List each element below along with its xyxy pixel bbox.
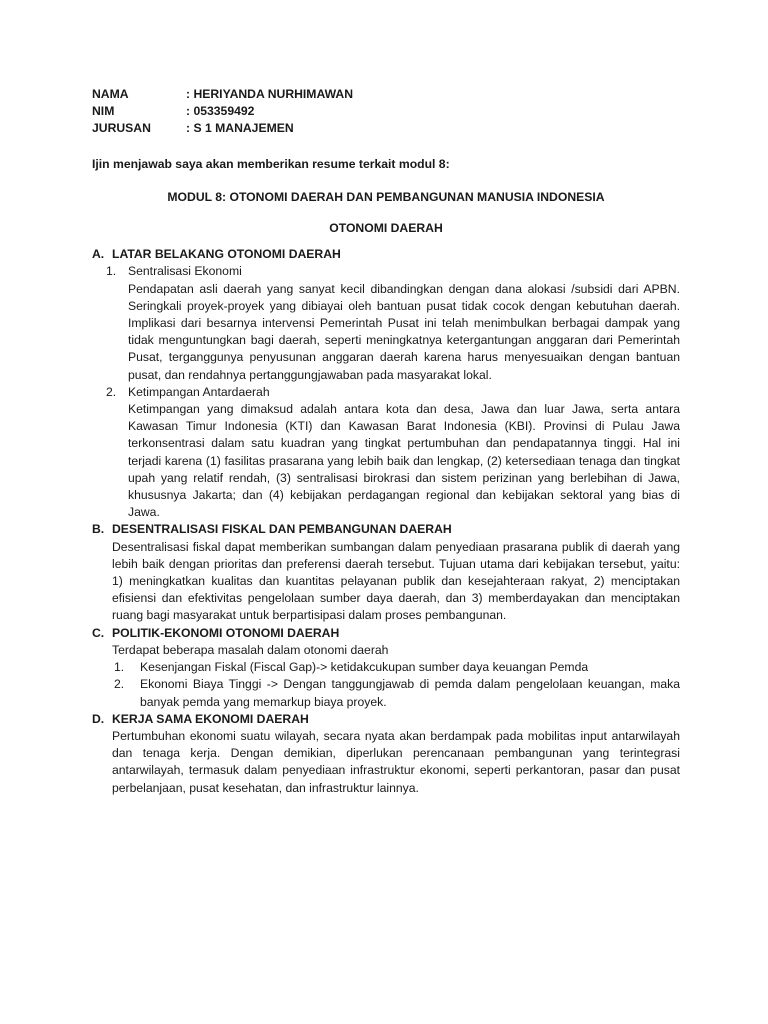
section-title: KERJA SAMA EKONOMI DAERAH: [112, 711, 309, 726]
section-letter: B.: [92, 522, 105, 537]
section-letter: D.: [92, 711, 105, 726]
identity-value: : S 1 MANAJEMEN: [186, 121, 294, 136]
item-text: Ekonomi Biaya Tinggi -> Dengan tanggungjawab di pemda dalam pengelolaan keuangan, maka banyak pemda yang memarkup biaya proyek.: [140, 677, 680, 709]
item-title: Sentralisasi Ekonomi: [128, 264, 242, 279]
section-d: [92, 711, 680, 797]
section-heading: [92, 246, 680, 263]
section-title: DESENTRALISASI FISKAL DAN PEMBANGUNAN DAERAH: [112, 522, 452, 537]
problem-list: [92, 659, 680, 711]
item-text: Ketimpangan yang dimaksud adalah antara kota dan desa, Jawa dan luar Jawa, serta antara Kawasan Timur Indonesia (KTI) dan Kawasan Barat Indonesia (KBI). Provinsi di Pulau Jawa terkonsentrasi dalam satu kuadran yang tingkat pertumbuhan dan pendapatannya tinggi. Hal ini terjadi karena (1) fasilitas prasarana yang lebih baik dan lengkap, (2) ketersediaan tenaga dan tingkat upah yang relatif rendah, (3) sentralisasi birokrasi dan sistem perizinan yang berlebihan di Jawa, khususnya Jakarta; dan (4) kebijakan perdagangan regional dan kebijakan sektoral yang bias di Jawa.: [128, 402, 680, 520]
section-text: Terdapat beberapa masalah dalam otonomi daerah: [112, 642, 389, 657]
section-a: [92, 246, 680, 521]
list-item: [92, 659, 680, 676]
section-title: LATAR BELAKANG OTONOMI DAERAH: [112, 247, 341, 262]
identity-row-jurusan: [92, 120, 353, 137]
identity-value: : 053359492: [186, 104, 255, 119]
list-item: [92, 676, 680, 710]
module-title: MODUL 8: OTONOMI DAERAH DAN PEMBANGUNAN MANUSIA INDONESIA: [167, 189, 605, 204]
intro-text: Ijin menjawab saya akan memberikan resume terkait modul 8:: [92, 156, 450, 171]
item-number: 1.: [106, 264, 117, 279]
identity-table: [92, 86, 353, 138]
section-heading: [92, 625, 680, 642]
section-heading: [92, 711, 680, 728]
section-text: Pertumbuhan ekonomi suatu wilayah, secara nyata akan berdampak pada mobilitas input antarwilayah dan tenaga kerja. Dengan demikian, diperlukan perencanaan pembangunan yang terintegrasi antarwilayah, termasuk dalam penyediaan infrastruktur ekonomi, seperti perkantoran, pasar dan pusat perbelanjaan, pusat kesehatan, dan infrastruktur lainnya.: [112, 728, 680, 795]
list-item: [92, 263, 680, 383]
section-letter: C.: [92, 625, 105, 640]
identity-label: JURUSAN: [92, 121, 151, 136]
section-letter: A.: [92, 247, 105, 262]
section-text: Desentralisasi fiskal dapat memberikan sumbangan dalam penyediaan prasarana publik di daerah yang lebih baik dengan prioritas dan preferensi daerah tersebut. Tujuan utama dari kebijakan tersebut, yaitu: 1) meningkatkan kualitas dan kuantitas pelayanan publik dan kesejahteraan rakyat, 2) menciptakan efisiensi dan efektivitas pengelolaan sumber daya daerah, dan 3) memberdayakan dan menciptakan ruang bagi masyarakat untuk berpartisipasi dalam proses pembangunan.: [112, 539, 680, 623]
section-title: POLITIK-EKONOMI OTONOMI DAERAH: [112, 625, 340, 640]
item-title: Ketimpangan Antardaerah: [128, 384, 270, 399]
item-number: 2.: [114, 677, 125, 692]
item-text: Kesenjangan Fiskal (Fiscal Gap)-> ketidakcukupan sumber daya keuangan Pemda: [140, 660, 589, 675]
list-item: [92, 384, 680, 522]
item-number: 1.: [114, 660, 125, 675]
identity-label: NAMA: [92, 87, 129, 101]
section-c: [92, 625, 680, 711]
identity-row-nim: [92, 103, 353, 120]
identity-value: : HERIYANDA NURHIMAWAN: [186, 87, 354, 101]
identity-row-nama: [92, 86, 353, 103]
document-subtitle: OTONOMI DAERAH: [329, 221, 443, 236]
item-text: Pendapatan asli daerah yang sanyat kecil dibandingkan dengan dana alokasi /subsidi dari APBN. Seringkali proyek-proyek yang dibiayai oleh bantuan pusat tidak cocok dengan kebutuhan daerah. Implikasi dari besarnya intervensi Pemerintah Pusat ini telah menimbulkan berbagai dampak yang tidak menguntungkan bagi daerah, seperti meningkatnya ketergantungan anggaran dari Pemerintah Pusat, terganggunya penyusunan anggaran daerah karena harus menyesuaikan dengan bantuan pusat, dan rendahnya pertanggungjawaban pada masyarakat lokal.: [128, 281, 680, 382]
section-heading: [92, 521, 680, 538]
section-b: [92, 521, 680, 624]
identity-label: NIM: [92, 104, 115, 119]
item-number: 2.: [106, 384, 117, 399]
